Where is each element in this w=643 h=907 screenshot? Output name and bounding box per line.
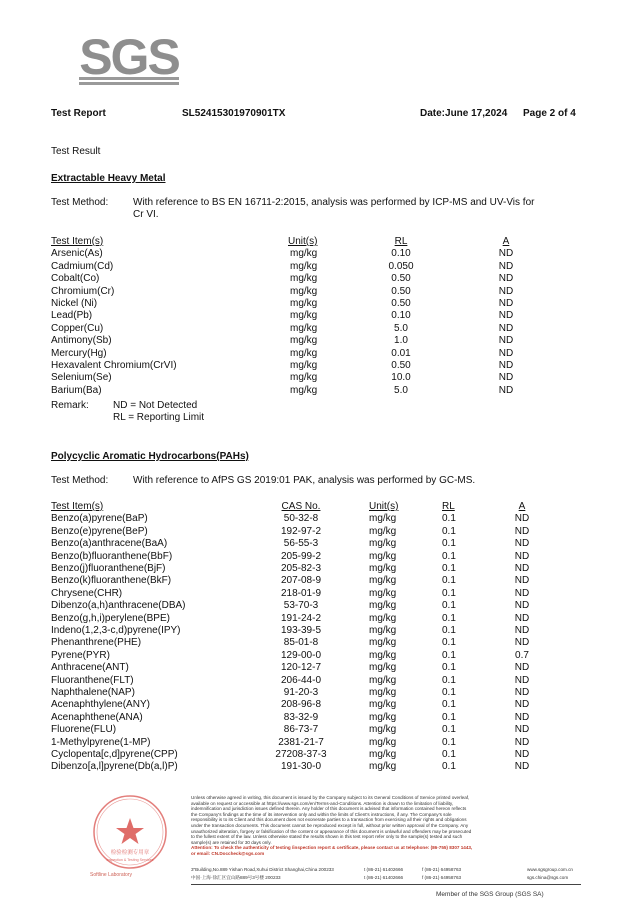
cell-rl: 0.1 xyxy=(442,513,456,525)
cell-unit: mg/kg xyxy=(369,674,397,686)
cell-result: ND xyxy=(498,285,514,297)
cell-unit: mg/kg xyxy=(290,248,318,260)
cell-cas: 218-01-9 xyxy=(280,587,322,599)
table-row xyxy=(0,538,643,550)
cell-result: ND xyxy=(514,749,530,760)
table-row xyxy=(0,335,643,347)
table-row xyxy=(0,625,643,637)
col-a: A xyxy=(502,236,510,247)
cell-test-item: Benzo(a)pyrene(BaP) xyxy=(51,513,148,525)
cell-test-item: Acenaphthene(ANA) xyxy=(51,711,143,723)
table-row xyxy=(0,761,643,773)
cell-rl: 0.1 xyxy=(442,724,456,736)
table-row xyxy=(0,298,643,310)
table-row xyxy=(0,737,643,749)
cell-rl: 0.10 xyxy=(391,310,411,322)
col-test-item: Test Item(s) xyxy=(51,501,104,512)
cell-result: ND xyxy=(498,322,514,334)
table-row xyxy=(0,360,643,372)
cell-unit: mg/kg xyxy=(369,563,397,574)
table-row xyxy=(0,699,643,711)
footer-website: www.sgsgroup.com.cn xyxy=(527,867,573,872)
cell-cas: 205-82-3 xyxy=(280,563,322,574)
cell-cas: 27208-37-3 xyxy=(275,749,327,760)
cell-result: ND xyxy=(514,625,530,636)
cell-test-item: Lead(Pb) xyxy=(51,310,93,322)
cell-unit: mg/kg xyxy=(369,625,397,636)
footer-divider xyxy=(191,884,581,885)
cell-unit: mg/kg xyxy=(369,761,397,773)
cell-unit: mg/kg xyxy=(369,649,397,661)
cell-cas: 207-08-9 xyxy=(280,575,322,587)
cell-cas: 120-12-7 xyxy=(280,662,322,674)
table-row xyxy=(0,724,643,736)
footer-email: sgs.china@sgs.com xyxy=(527,875,569,880)
cell-test-item: Hexavalent Chromium(CrVI) xyxy=(51,360,177,371)
cell-test-item: Indeno(1,2,3-c,d)pyrene(IPY) xyxy=(51,625,181,636)
tel-1: t (86-21) 61402666 xyxy=(364,867,404,872)
cell-result: ND xyxy=(514,674,530,686)
table-row xyxy=(0,675,643,687)
heavy-metal-title: Extractable Heavy Metal xyxy=(51,173,166,184)
table-row xyxy=(0,526,643,538)
cell-unit: mg/kg xyxy=(290,322,318,334)
cell-test-item: Antimony(Sb) xyxy=(51,335,112,347)
svg-text:SGS: SGS xyxy=(79,32,179,85)
cell-result: ND xyxy=(514,600,530,612)
cell-rl: 0.1 xyxy=(442,525,456,537)
cell-unit: mg/kg xyxy=(369,699,397,711)
table-row xyxy=(0,637,643,649)
cell-result: ND xyxy=(498,347,514,359)
fax-2: f (86-21) 64958763 xyxy=(422,875,462,880)
cell-cas: 91-20-3 xyxy=(283,687,319,698)
cell-result: ND xyxy=(514,575,530,587)
cell-unit: mg/kg xyxy=(369,736,397,748)
svg-text:检验检测专用章: 检验检测专用章 xyxy=(110,850,150,856)
cell-result: ND xyxy=(498,248,514,260)
cell-result: ND xyxy=(498,310,514,322)
cell-cas: 206-44-0 xyxy=(280,674,322,686)
cell-rl: 0.50 xyxy=(391,285,411,297)
table-header xyxy=(0,501,643,513)
cell-rl: 0.1 xyxy=(442,662,456,674)
cell-result: ND xyxy=(514,550,530,562)
cell-test-item: Dibenzo[a,l]pyrene(Db(a,l)P) xyxy=(51,761,178,773)
cell-unit: mg/kg xyxy=(369,612,397,624)
cell-test-item: Cobalt(Co) xyxy=(51,273,100,285)
cell-unit: mg/kg xyxy=(369,525,397,537)
cell-test-item: Benzo(e)pyrene(BeP) xyxy=(51,525,148,537)
col-rl: RL xyxy=(394,236,408,247)
cell-test-item: Barium(Ba) xyxy=(51,384,102,396)
cell-unit: mg/kg xyxy=(369,600,397,612)
table-row xyxy=(0,551,643,563)
cell-rl: 0.01 xyxy=(391,347,411,359)
cell-test-item: Benzo(k)fluoranthene(BkF) xyxy=(51,575,172,587)
cell-test-item: Benzo(g,h,i)perylene(BPE) xyxy=(51,612,170,624)
cell-unit: mg/kg xyxy=(290,298,318,309)
pah-title: Polycyclic Aromatic Hydrocarbons(PAHs) xyxy=(51,451,249,462)
cell-rl: 0.1 xyxy=(442,699,456,711)
cell-rl: 0.1 xyxy=(442,612,456,624)
cell-unit: mg/kg xyxy=(369,587,397,599)
cell-unit: mg/kg xyxy=(369,550,397,562)
heavy-metal-method-text: With reference to BS EN 16711-2:2015, analysis was performed by ICP-MS and UV-Vis for xyxy=(133,197,535,208)
cell-rl: 0.1 xyxy=(442,749,456,760)
cell-cas: 53-70-3 xyxy=(283,600,319,612)
cell-test-item: Chromium(Cr) xyxy=(51,285,115,297)
cell-test-item: Phenanthrene(PHE) xyxy=(51,637,142,649)
heavy-metal-method-text-2: Cr VI. xyxy=(133,209,159,220)
cell-test-item: Acenaphthylene(ANY) xyxy=(51,699,150,711)
col-a: A xyxy=(518,501,526,512)
cell-rl: 0.1 xyxy=(442,600,456,612)
table-header xyxy=(0,236,643,248)
cell-unit: mg/kg xyxy=(290,360,318,371)
cell-unit: mg/kg xyxy=(369,711,397,723)
cell-cas: 2381-21-7 xyxy=(278,736,324,748)
cell-result: ND xyxy=(514,513,530,525)
remark-label: Remark: xyxy=(51,400,89,411)
table-row xyxy=(0,348,643,360)
remark-nd: ND = Not Detected xyxy=(113,400,198,411)
cell-cas: 83-32-9 xyxy=(283,711,319,723)
cell-rl: 5.0 xyxy=(394,384,408,396)
cell-test-item: Benzo(b)fluoranthene(BbF) xyxy=(51,550,173,562)
report-number: SL52415301970901TX xyxy=(182,108,286,119)
footer-disclaimer: Unless otherwise agreed in writing, this document is issued by the Company subject to its General Conditions of Service printed overleaf, available on request or accessible at https://www.sgs.com/en/Terms-and-Conditions. Attention is drawn to the limitation of liability, indemnification and jurisdiction issues defined therein. Any holder of this document is advised that information contained hereon reflects the Company's findings at the time of its intervention only and within the limits of Client's instructions, if any. The Company's sole responsibility is to its Client and this document does not exonerate parties to a transaction from exercising all their rights and obligations under the transaction documents. This document cannot be reproduced except in full, without prior written approval of the Company. Any unauthorized alteration, forgery or falsification of the content or appearance of this document is unlawful and offenders may be prosecuted to the fullest extent of the law. Unless otherwise stated the results shown in this test report refer only to the sample(s) tested and such sample(s) are retained for 30 days only. Attention: To check the authenticity of testing /inspection report & certificate, please contact us at telephone: (86-755) 8307 1443, or email: CN.Doccheck@sgs.com xyxy=(191,795,571,857)
cell-unit: mg/kg xyxy=(290,285,318,297)
cell-cas: 56-55-3 xyxy=(283,538,319,550)
col-rl: RL xyxy=(442,501,455,512)
cell-rl: 0.1 xyxy=(442,637,456,649)
table-row xyxy=(0,273,643,285)
cell-unit: mg/kg xyxy=(290,273,318,285)
cell-unit: mg/kg xyxy=(369,687,397,698)
cell-test-item: 1-Methylpyrene(1-MP) xyxy=(51,736,151,748)
cell-rl: 0.1 xyxy=(442,538,456,550)
page-number: Page 2 of 4 xyxy=(523,108,576,119)
cell-result: 0.7 xyxy=(515,649,529,661)
table-row xyxy=(0,513,643,525)
cell-result: ND xyxy=(498,335,514,347)
cell-rl: 0.1 xyxy=(442,625,456,636)
cell-result: ND xyxy=(514,711,530,723)
cell-result: ND xyxy=(498,260,514,272)
cell-rl: 0.050 xyxy=(388,260,414,272)
table-row xyxy=(0,600,643,612)
pah-method-label: Test Method: xyxy=(51,475,109,486)
table-row xyxy=(0,323,643,335)
cell-rl: 0.10 xyxy=(391,248,411,260)
cell-rl: 0.1 xyxy=(442,761,456,773)
report-title: Test Report xyxy=(51,108,106,119)
table-row xyxy=(0,613,643,625)
cell-unit: mg/kg xyxy=(369,749,397,760)
cell-result: ND xyxy=(514,612,530,624)
cell-cas: 86-73-7 xyxy=(283,724,319,736)
cell-unit: mg/kg xyxy=(369,637,397,649)
sgs-logo xyxy=(79,32,179,88)
cell-rl: 10.0 xyxy=(391,372,411,384)
table-row xyxy=(0,749,643,761)
cell-cas: 191-24-2 xyxy=(280,612,322,624)
cell-test-item: Arsenic(As) xyxy=(51,248,103,260)
cell-result: ND xyxy=(514,687,530,698)
cell-cas: 205-99-2 xyxy=(280,550,322,562)
table-row xyxy=(0,712,643,724)
cell-test-item: Selenium(Se) xyxy=(51,372,112,384)
col-test-item: Test Item(s) xyxy=(51,236,104,247)
cell-result: ND xyxy=(498,384,514,396)
heavy-metal-method-label: Test Method: xyxy=(51,197,109,208)
cell-unit: mg/kg xyxy=(290,260,318,272)
table-row xyxy=(0,662,643,674)
table-row xyxy=(0,650,643,662)
cell-result: ND xyxy=(514,637,530,649)
table-row xyxy=(0,687,643,699)
svg-text:Inspection & Testing Services: Inspection & Testing Services xyxy=(106,858,154,862)
fax-1: f (86-21) 64958763 xyxy=(422,867,462,872)
cell-result: ND xyxy=(514,538,530,550)
cell-result: ND xyxy=(514,761,530,773)
cell-cas: 85-01-8 xyxy=(283,637,319,649)
table-row xyxy=(0,385,643,397)
cell-rl: 0.1 xyxy=(442,587,456,599)
cell-rl: 0.1 xyxy=(442,649,456,661)
cell-test-item: Nickel (Ni) xyxy=(51,298,98,309)
address-en: 3″Building,No.889 Yishan Road,Xuhui District Shanghai,China 200233 xyxy=(191,867,334,872)
cell-rl: 0.1 xyxy=(442,575,456,587)
cell-result: ND xyxy=(514,699,530,711)
cell-rl: 0.1 xyxy=(442,674,456,686)
cell-result: ND xyxy=(514,587,530,599)
col-unit: Unit(s) xyxy=(369,501,399,512)
cell-test-item: Benzo(a)anthracene(BaA) xyxy=(51,538,168,550)
cell-test-item: Mercury(Hg) xyxy=(51,347,107,359)
cell-result: ND xyxy=(514,724,530,736)
cell-rl: 0.50 xyxy=(391,273,411,285)
cell-test-item: Anthracene(ANT) xyxy=(51,662,129,674)
cell-cas: 191-30-0 xyxy=(280,761,322,773)
cell-unit: mg/kg xyxy=(290,347,318,359)
remark-rl: RL = Reporting Limit xyxy=(113,412,205,423)
cell-rl: 0.50 xyxy=(391,360,411,371)
cell-test-item: Naphthalene(NAP) xyxy=(51,687,135,698)
cell-test-item: Dibenzo(a,h)anthracene(DBA) xyxy=(51,600,186,612)
table-row xyxy=(0,248,643,260)
cell-test-item: Chrysene(CHR) xyxy=(51,587,123,599)
cell-test-item: Fluorene(FLU) xyxy=(51,724,117,736)
cell-test-item: Fluoranthene(FLT) xyxy=(51,674,134,686)
table-row xyxy=(0,575,643,587)
cell-test-item: Copper(Cu) xyxy=(51,322,104,334)
cell-rl: 0.1 xyxy=(442,711,456,723)
cell-result: ND xyxy=(498,273,514,285)
cell-unit: mg/kg xyxy=(290,310,318,322)
table-row xyxy=(0,310,643,322)
company-seal xyxy=(90,792,170,872)
tel-2: t (86-21) 61402666 xyxy=(364,875,404,880)
cell-unit: mg/kg xyxy=(369,662,397,674)
cell-test-item: Pyrene(PYR) xyxy=(51,649,110,661)
table-row xyxy=(0,372,643,384)
col-cas: CAS No. xyxy=(281,501,321,512)
cell-rl: 1.0 xyxy=(394,335,408,347)
cell-cas: 50-32-8 xyxy=(283,513,319,525)
table-row xyxy=(0,588,643,600)
cell-unit: mg/kg xyxy=(290,372,318,384)
cell-unit: mg/kg xyxy=(369,724,397,736)
pah-method-text: With reference to AfPS GS 2019:01 PAK, analysis was performed by GC-MS. xyxy=(133,475,476,486)
table-row xyxy=(0,261,643,273)
cell-test-item: Benzo(j)fluoranthene(BjF) xyxy=(51,563,166,574)
cell-rl: 0.1 xyxy=(442,550,456,562)
cell-unit: mg/kg xyxy=(369,538,397,550)
cell-cas: 129-00-0 xyxy=(280,649,322,661)
cell-unit: mg/kg xyxy=(369,513,397,525)
table-row xyxy=(0,286,643,298)
cell-rl: 0.1 xyxy=(442,736,456,748)
cell-cas: 208-96-8 xyxy=(280,699,322,711)
test-result-label: Test Result xyxy=(51,146,101,157)
col-unit: Unit(s) xyxy=(288,236,318,247)
cell-result: ND xyxy=(514,525,530,537)
cell-test-item: Cyclopenta[c,d]pyrene(CPP) xyxy=(51,749,178,760)
report-date: Date:June 17,2024 xyxy=(420,108,508,119)
address-cn: 中国·上海·徐汇区宜山路889号3号楼 200233 xyxy=(191,875,281,880)
cell-cas: 192-97-2 xyxy=(280,525,322,537)
cell-result: ND xyxy=(498,298,514,309)
cell-result: ND xyxy=(514,736,530,748)
sgs-member-text: Member of the SGS Group (SGS SA) xyxy=(436,891,544,898)
cell-rl: 5.0 xyxy=(394,322,408,334)
cell-unit: mg/kg xyxy=(290,384,318,396)
footer-attention: Attention: To check the authenticity of testing /inspection report & certificate, please contact us at telephone: (86-755) 8307 1443, xyxy=(191,845,473,851)
cell-unit: mg/kg xyxy=(290,335,318,347)
cell-rl: 0.50 xyxy=(391,298,411,309)
cell-rl: 0.1 xyxy=(442,687,456,698)
cell-unit: mg/kg xyxy=(369,575,397,587)
cell-result: ND xyxy=(514,563,530,574)
cell-result: ND xyxy=(498,372,514,384)
cell-test-item: Cadmium(Cd) xyxy=(51,260,114,272)
cell-cas: 193-39-5 xyxy=(280,625,322,636)
cell-result: ND xyxy=(498,360,514,371)
table-row xyxy=(0,563,643,575)
lab-text: Softline Laboratory xyxy=(90,872,132,878)
cell-rl: 0.1 xyxy=(442,563,456,574)
cell-result: ND xyxy=(514,662,530,674)
